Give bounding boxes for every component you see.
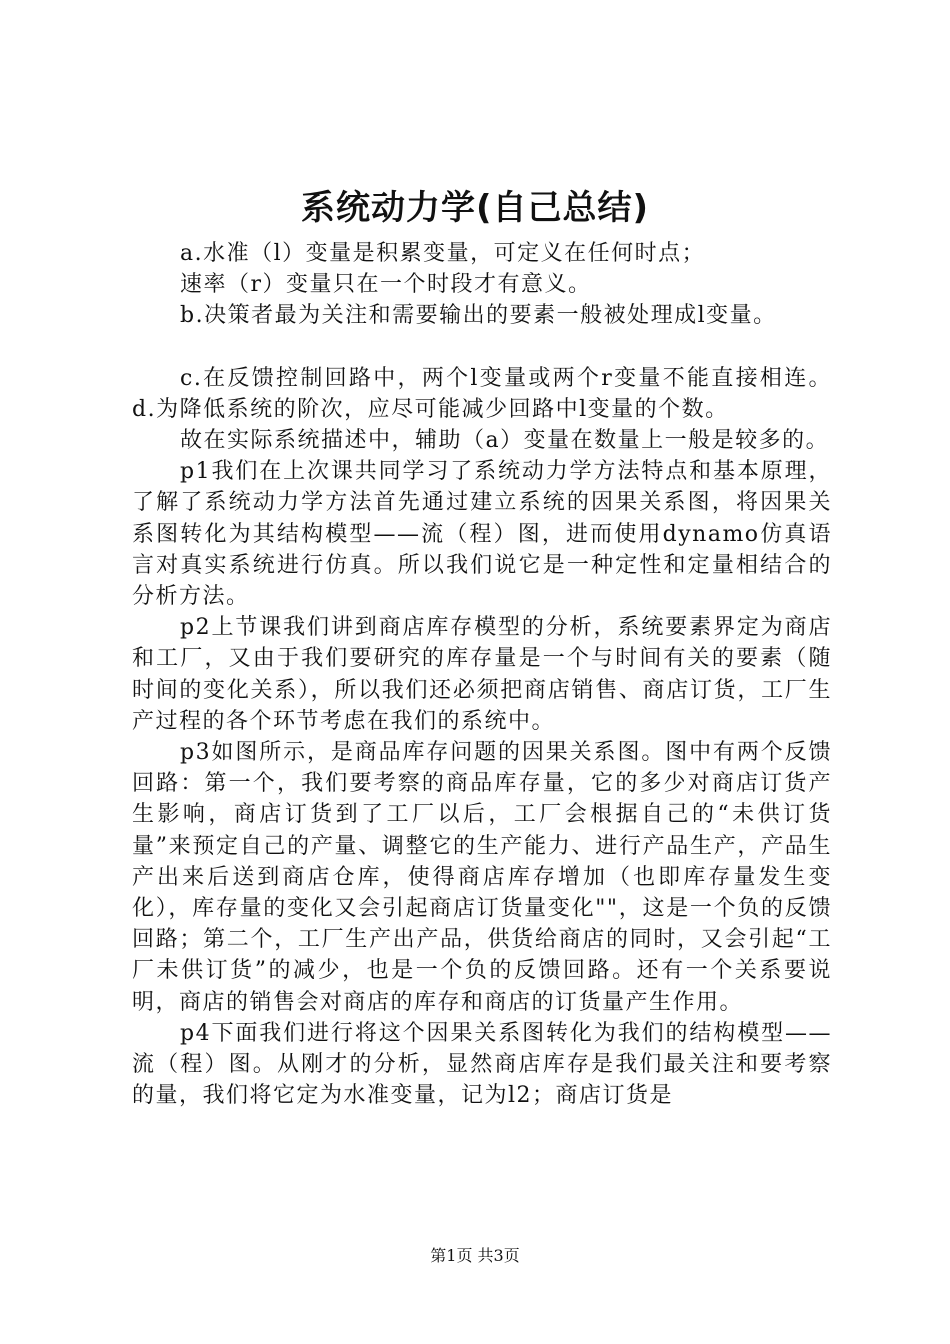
paragraph-conclusion: 故在实际系统描述中，辅助（a）变量在数量上一般是较多的。 xyxy=(180,428,830,454)
paragraph-p1: p1我们在上次课共同学习了系统动力学方法特点和基本原理，了解了系统动力学方法首先通过建立系统的因果关系图，将因果关系图转化为其结构模型——流（程）图，进而使用dynamo仿真语言对真实系统进行仿真。所以我们说它是一种定性和定量相结合的分析方法。 xyxy=(132,459,832,610)
document-title: 系统动力学(自己总结) xyxy=(300,188,650,228)
page-number: 第1页 共3页 xyxy=(430,1246,520,1265)
paragraph-rate: 速率（r）变量只在一个时段才有意义。 xyxy=(180,272,592,298)
paragraph-b: b.决策者最为关注和需要输出的要素一般被处理成l变量。 xyxy=(180,303,777,329)
paragraph-p2: p2上节课我们讲到商店库存模型的分析，系统要素界定为商店和工厂，又由于我们要研究的库存量是一个与时间有关的要素（随时间的变化关系），所以我们还必须把商店销售、商店订货，工厂生产过程的各个环节考虑在我们的系统中。 xyxy=(132,615,832,734)
paragraph-a: a.水准（l）变量是积累变量，可定义在任何时点； xyxy=(180,241,706,266)
paragraph-p4: p4下面我们进行将这个因果关系图转化为我们的结构模型——流（程）图。从刚才的分析，显然商店库存是我们最关注和要考察的量，我们将它定为水准变量，记为l2；商店订货是 xyxy=(132,1020,832,1109)
document-body xyxy=(132,238,832,1111)
paragraph-p3: p3如图所示，是商品库存问题的因果关系图。图中有两个反馈回路：第一个，我们要考察的商品库存量，它的多少对商店订货产生影响，商店订货到了工厂以后，工厂会根据自己的“未供订货量”来预定自己的产量、调整它的生产能力、进行产品生产，产品生产出来后送到商店仓库，使得商店库存增加（也即库存量发生变化），库存量的变化又会引起商店订货量变化""，这是一个负的反馈回路；第二个，工厂生产出产品，供货给商店的同时，又会引起“工厂未供订货”的减少，也是一个负的反馈回路。还有一个关系要说明，商店的销售会对商店的库存和商店的订货量产生作用。 xyxy=(132,740,832,1015)
paragraph-c-d: c.在反馈控制回路中，两个l变量或两个r变量不能直接相连。d.为降低系统的阶次，应尽可能减少回路中l变量的个数。 xyxy=(132,365,832,422)
